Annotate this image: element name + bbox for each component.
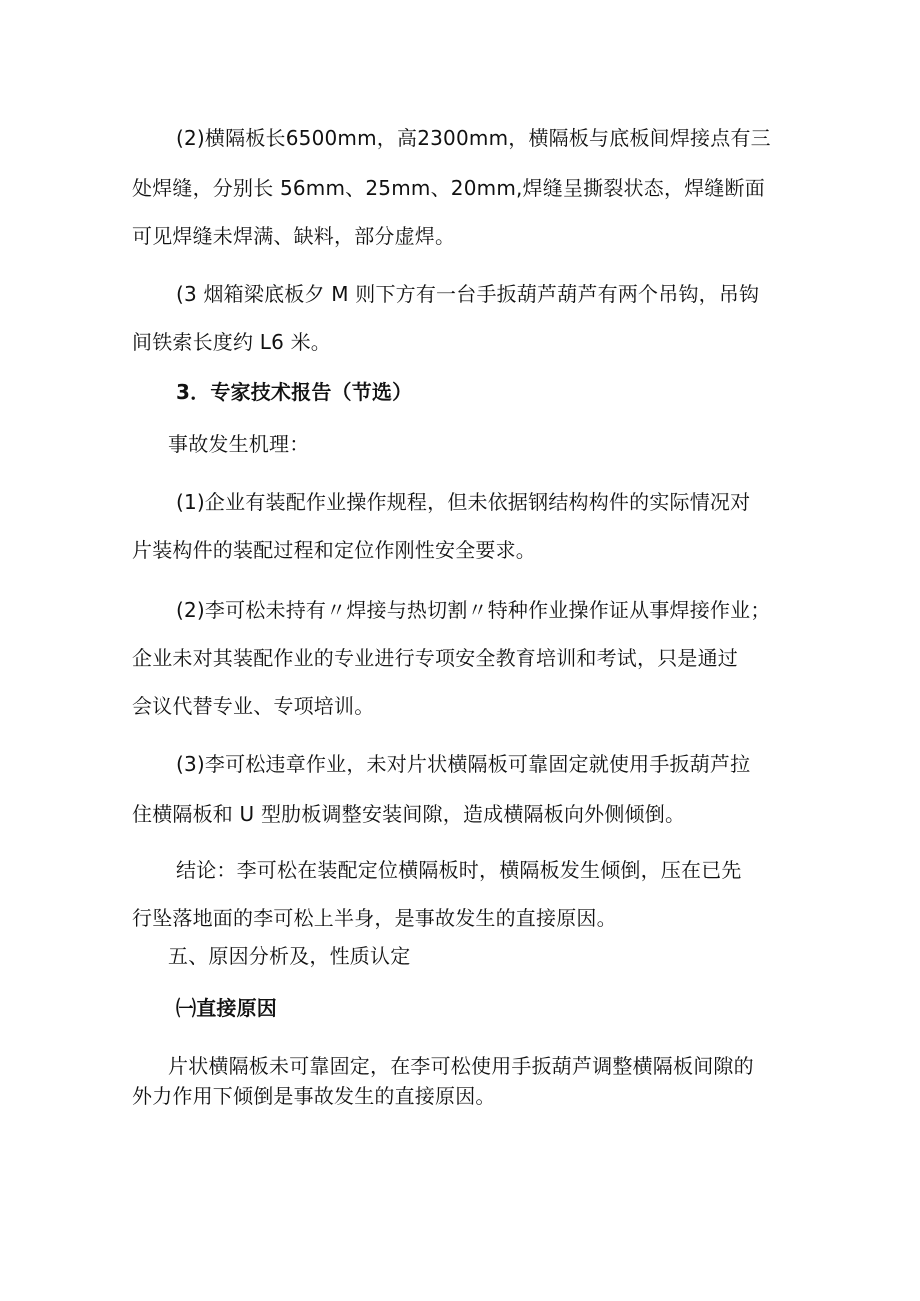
- conclusion-line-2: 行坠落地面的李可松上半身，是事故发生的直接原因。: [132, 906, 617, 930]
- paragraph-2-line-1: (2)横隔板长6500mm，高2300mm，横隔板与底板间焊接点有三: [176, 126, 771, 150]
- mechanism-2-line-3: 会议代替专业、专项培训。: [132, 694, 375, 718]
- section-3-heading: 3．专家技术报告（节选）: [176, 380, 413, 404]
- mechanism-3-line-2: 住横隔板和 U 型肋板调整安装间隙，造成横隔板向外侧倾倒。: [132, 802, 686, 826]
- direct-cause-heading: ㈠直接原因: [176, 996, 277, 1020]
- conclusion-line-1: 结论：李可松在装配定位横隔板时，横隔板发生倾倒，压在已先: [176, 858, 742, 882]
- section-5-heading: 五、原因分析及，性质认定: [168, 944, 411, 968]
- paragraph-2-line-2: 处焊缝，分别长 56mm、25mm、20mm,焊缝呈撕裂状态，焊缝断面: [132, 176, 765, 200]
- mechanism-2-line-1: (2)李可松未持有〃焊接与热切割〃特种作业操作证从事焊接作业；: [176, 598, 771, 622]
- mechanism-2-line-2: 企业未对其装配作业的专业进行专项安全教育培训和考试，只是通过: [132, 646, 738, 670]
- mechanism-1-line-2: 片装构件的装配过程和定位作刚性安全要求。: [132, 538, 536, 562]
- paragraph-2-line-3: 可见焊缝未焊满、缺料，部分虚焊。: [132, 224, 456, 248]
- mechanism-3-line-1: (3)李可松违章作业，未对片状横隔板可靠固定就使用手扳葫芦拉: [176, 752, 751, 776]
- direct-cause-line-1: 片状横隔板未可靠固定，在李可松使用手扳葫芦调整横隔板间隙的: [168, 1054, 754, 1078]
- paragraph-3-line-2: 间铁索长度约 L6 米。: [132, 330, 331, 354]
- mechanism-1-line-1: (1)企业有装配作业操作规程，但未依据钢结构构件的实际情况对: [176, 490, 751, 514]
- mechanism-label: 事故发生机理：: [168, 432, 310, 456]
- paragraph-3-line-1: (3 烟箱梁底板夕 M 则下方有一台手扳葫芦葫芦有两个吊钩，吊钩: [176, 282, 760, 306]
- direct-cause-line-2: 外力作用下倾倒是事故发生的直接原因。: [132, 1084, 496, 1108]
